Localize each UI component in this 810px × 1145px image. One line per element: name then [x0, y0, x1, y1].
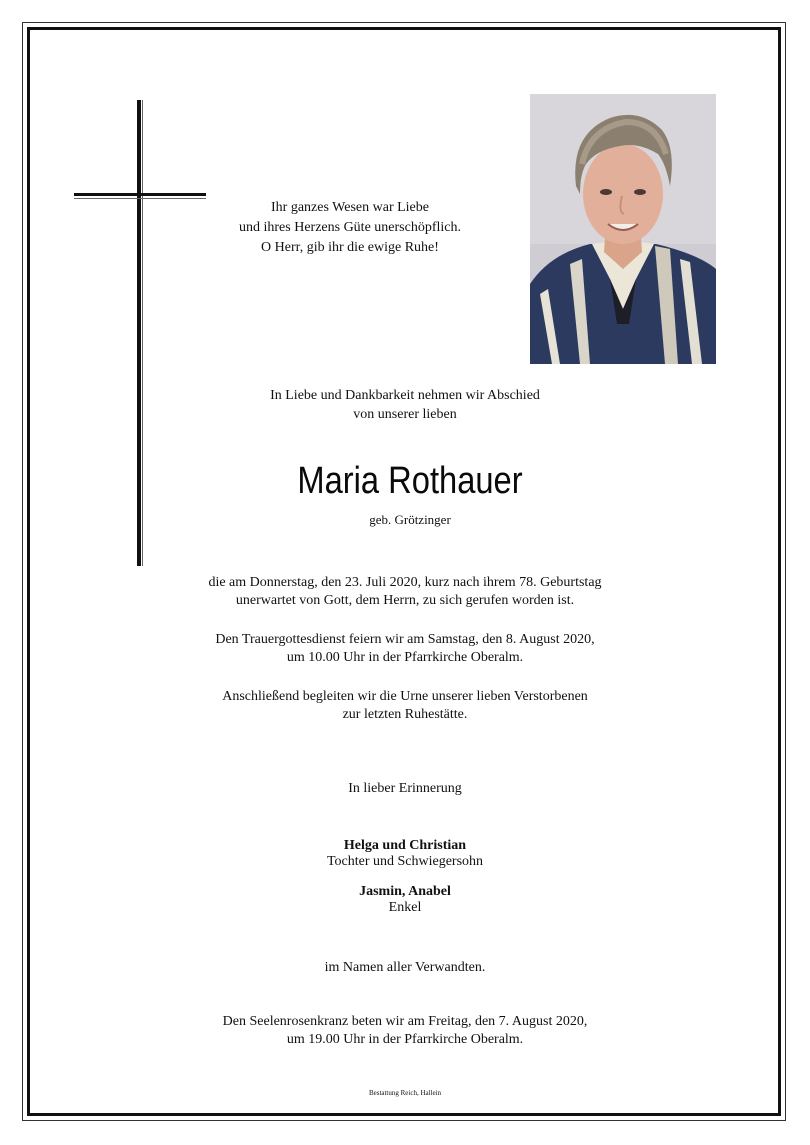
paragraph-line: zur letzten Ruhestätte.: [342, 707, 468, 722]
rosary-line: um 19.00 Uhr in der Pfarrkirche Oberalm.: [286, 1032, 524, 1047]
birth-name: geb. Grötzinger: [369, 512, 451, 527]
family-member-relation: Tochter und Schwiegersohn: [326, 854, 484, 869]
burial-info: [130, 688, 680, 724]
paragraph-line: Den Trauergottesdienst feiern wir am Samstag, den 8. August 2020,: [215, 632, 595, 647]
cross-horizontal-beam: [74, 193, 206, 196]
remembrance-line: In lieber Erinnerung: [348, 781, 462, 796]
quote-line: O Herr, gib ihr die ewige Ruhe!: [261, 240, 439, 255]
family-member-names: Helga und Christian: [343, 838, 467, 853]
rosary-info: [130, 1013, 680, 1049]
relatives-line: im Namen aller Verwandten.: [324, 960, 486, 975]
death-announcement: [130, 574, 680, 610]
intro-line: von unserer lieben: [353, 407, 457, 422]
memorial-quote: [200, 198, 500, 258]
funeral-service-info: [130, 631, 680, 667]
paragraph-line: die am Donnerstag, den 23. Juli 2020, kurz nach ihrem 78. Geburtstag: [208, 575, 602, 590]
funeral-home-credit: Bestattung Reich, Hallein: [368, 1089, 442, 1097]
paragraph-line: um 10.00 Uhr in der Pfarrkirche Oberalm.: [286, 650, 524, 665]
family-member-relation: Enkel: [388, 900, 422, 915]
cross-vertical-beam: [137, 100, 141, 566]
cross-vertical-shadow: [142, 100, 143, 566]
deceased-name: Maria Rothauer: [297, 460, 523, 502]
quote-line: und ihres Herzens Güte unerschöpflich.: [239, 220, 461, 235]
farewell-intro: [200, 386, 610, 424]
quote-line: Ihr ganzes Wesen war Liebe: [271, 200, 429, 215]
rosary-line: Den Seelenrosenkranz beten wir am Freitag, den 7. August 2020,: [222, 1014, 588, 1029]
intro-line: In Liebe und Dankbarkeit nehmen wir Abschied: [270, 388, 540, 403]
paragraph-line: unerwartet von Gott, dem Herrn, zu sich gerufen worden ist.: [235, 593, 575, 608]
portrait-photo: [530, 94, 716, 364]
paragraph-line: Anschließend begleiten wir die Urne unserer lieben Verstorbenen: [222, 689, 588, 704]
cross-horizontal-shadow: [74, 198, 206, 199]
family-member-names: Jasmin, Anabel: [359, 884, 451, 899]
